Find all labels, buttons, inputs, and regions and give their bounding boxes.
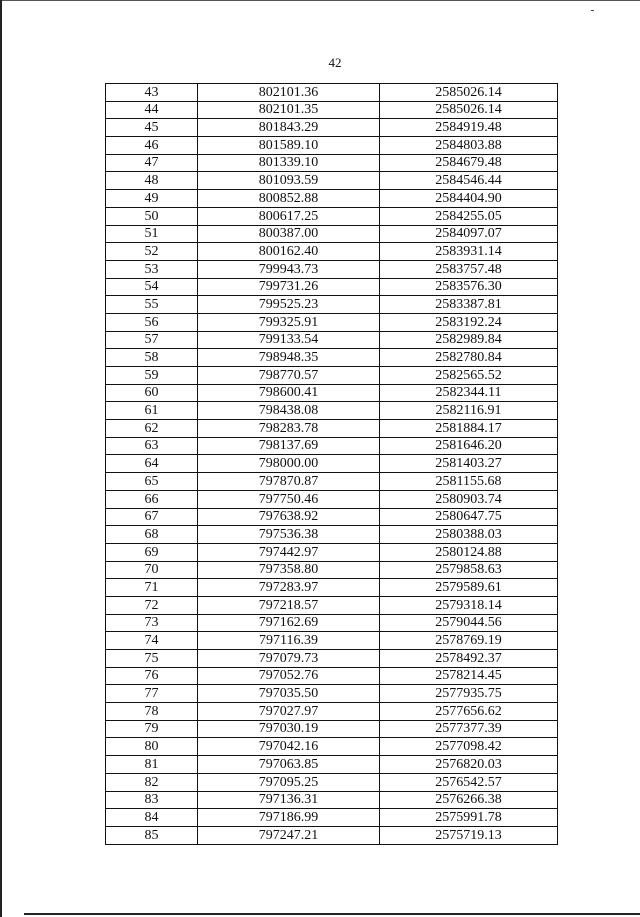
- y-coordinate-cell: 2584404.90: [380, 190, 558, 208]
- x-coordinate-cell: 797247.21: [198, 826, 380, 844]
- point-number-cell: 49: [106, 190, 198, 208]
- x-coordinate-cell: 797870.87: [198, 473, 380, 491]
- point-number-cell: 71: [106, 579, 198, 597]
- y-coordinate-cell: 2584546.44: [380, 172, 558, 190]
- table-row: [106, 260, 558, 278]
- y-coordinate-cell: 2579318.14: [380, 596, 558, 614]
- table-row: [106, 473, 558, 491]
- table-row: [106, 278, 558, 296]
- coordinates-table-body: [106, 84, 558, 845]
- x-coordinate-cell: 798600.41: [198, 384, 380, 402]
- table-row: [106, 773, 558, 791]
- table-row: [106, 437, 558, 455]
- x-coordinate-cell: 797162.69: [198, 614, 380, 632]
- x-coordinate-cell: 797042.16: [198, 738, 380, 756]
- y-coordinate-cell: 2576266.38: [380, 791, 558, 809]
- x-coordinate-cell: 801339.10: [198, 154, 380, 172]
- x-coordinate-cell: 800852.88: [198, 190, 380, 208]
- y-coordinate-cell: 2576542.57: [380, 773, 558, 791]
- y-coordinate-cell: 2583387.81: [380, 296, 558, 314]
- table-row: [106, 402, 558, 420]
- x-coordinate-cell: 801843.29: [198, 119, 380, 137]
- table-row: [106, 349, 558, 367]
- point-number-cell: 84: [106, 809, 198, 827]
- table-row: [106, 614, 558, 632]
- x-coordinate-cell: 797750.46: [198, 490, 380, 508]
- point-number-cell: 59: [106, 367, 198, 385]
- point-number-cell: 76: [106, 667, 198, 685]
- x-coordinate-cell: 797052.76: [198, 667, 380, 685]
- table-row: [106, 703, 558, 721]
- point-number-cell: 51: [106, 225, 198, 243]
- y-coordinate-cell: 2583576.30: [380, 278, 558, 296]
- x-coordinate-cell: 797079.73: [198, 650, 380, 668]
- y-coordinate-cell: 2577098.42: [380, 738, 558, 756]
- table-row: [106, 101, 558, 119]
- point-number-cell: 74: [106, 632, 198, 650]
- point-number-cell: 82: [106, 773, 198, 791]
- table-row: [106, 596, 558, 614]
- x-coordinate-cell: 798948.35: [198, 349, 380, 367]
- table-row: [106, 632, 558, 650]
- x-coordinate-cell: 799133.54: [198, 331, 380, 349]
- y-coordinate-cell: 2576820.03: [380, 756, 558, 774]
- x-coordinate-cell: 797063.85: [198, 756, 380, 774]
- y-coordinate-cell: 2584679.48: [380, 154, 558, 172]
- y-coordinate-cell: 2582344.11: [380, 384, 558, 402]
- coordinates-table: [105, 83, 558, 845]
- table-row: [106, 490, 558, 508]
- y-coordinate-cell: 2580903.74: [380, 490, 558, 508]
- table-row: [106, 791, 558, 809]
- y-coordinate-cell: 2582989.84: [380, 331, 558, 349]
- y-coordinate-cell: 2577377.39: [380, 720, 558, 738]
- point-number-cell: 62: [106, 420, 198, 438]
- point-number-cell: 50: [106, 207, 198, 225]
- y-coordinate-cell: 2579589.61: [380, 579, 558, 597]
- point-number-cell: 63: [106, 437, 198, 455]
- page-edge-left: [0, 0, 2, 917]
- x-coordinate-cell: 797638.92: [198, 508, 380, 526]
- y-coordinate-cell: 2579044.56: [380, 614, 558, 632]
- point-number-cell: 77: [106, 685, 198, 703]
- point-number-cell: 65: [106, 473, 198, 491]
- table-row: [106, 526, 558, 544]
- x-coordinate-cell: 798000.00: [198, 455, 380, 473]
- point-number-cell: 80: [106, 738, 198, 756]
- x-coordinate-cell: 799325.91: [198, 313, 380, 331]
- point-number-cell: 60: [106, 384, 198, 402]
- x-coordinate-cell: 799943.73: [198, 260, 380, 278]
- point-number-cell: 81: [106, 756, 198, 774]
- y-coordinate-cell: 2582116.91: [380, 402, 558, 420]
- point-number-cell: 58: [106, 349, 198, 367]
- table-row: [106, 561, 558, 579]
- point-number-cell: 56: [106, 313, 198, 331]
- y-coordinate-cell: 2583757.48: [380, 260, 558, 278]
- x-coordinate-cell: 797283.97: [198, 579, 380, 597]
- point-number-cell: 79: [106, 720, 198, 738]
- point-number-cell: 54: [106, 278, 198, 296]
- y-coordinate-cell: 2578214.45: [380, 667, 558, 685]
- x-coordinate-cell: 802101.35: [198, 101, 380, 119]
- x-coordinate-cell: 797030.19: [198, 720, 380, 738]
- point-number-cell: 69: [106, 543, 198, 561]
- y-coordinate-cell: 2581646.20: [380, 437, 558, 455]
- point-number-cell: 75: [106, 650, 198, 668]
- table-row: [106, 190, 558, 208]
- y-coordinate-cell: 2579858.63: [380, 561, 558, 579]
- table-row: [106, 667, 558, 685]
- x-coordinate-cell: 798438.08: [198, 402, 380, 420]
- x-coordinate-cell: 800162.40: [198, 243, 380, 261]
- point-number-cell: 83: [106, 791, 198, 809]
- point-number-cell: 46: [106, 137, 198, 155]
- table-row: [106, 508, 558, 526]
- x-coordinate-cell: 801093.59: [198, 172, 380, 190]
- table-row: [106, 296, 558, 314]
- y-coordinate-cell: 2584097.07: [380, 225, 558, 243]
- y-coordinate-cell: 2585026.14: [380, 84, 558, 102]
- table-row: [106, 579, 558, 597]
- x-coordinate-cell: 798283.78: [198, 420, 380, 438]
- y-coordinate-cell: 2585026.14: [380, 101, 558, 119]
- x-coordinate-cell: 797095.25: [198, 773, 380, 791]
- x-coordinate-cell: 797136.31: [198, 791, 380, 809]
- table-row: [106, 313, 558, 331]
- x-coordinate-cell: 797186.99: [198, 809, 380, 827]
- point-number-cell: 48: [106, 172, 198, 190]
- table-row: [106, 172, 558, 190]
- table-row: [106, 738, 558, 756]
- table-row: [106, 756, 558, 774]
- scan-speck: [591, 10, 594, 11]
- page-edge-top: [0, 0, 640, 1]
- point-number-cell: 78: [106, 703, 198, 721]
- page-number: 42: [328, 55, 342, 70]
- table-row: [106, 826, 558, 844]
- table-row: [106, 225, 558, 243]
- table-row: [106, 650, 558, 668]
- point-number-cell: 68: [106, 526, 198, 544]
- x-coordinate-cell: 798770.57: [198, 367, 380, 385]
- y-coordinate-cell: 2575719.13: [380, 826, 558, 844]
- table-row: [106, 84, 558, 102]
- point-number-cell: 72: [106, 596, 198, 614]
- table-row: [106, 137, 558, 155]
- x-coordinate-cell: 799731.26: [198, 278, 380, 296]
- y-coordinate-cell: 2577935.75: [380, 685, 558, 703]
- point-number-cell: 45: [106, 119, 198, 137]
- y-coordinate-cell: 2581155.68: [380, 473, 558, 491]
- table-row: [106, 384, 558, 402]
- y-coordinate-cell: 2584919.48: [380, 119, 558, 137]
- x-coordinate-cell: 797218.57: [198, 596, 380, 614]
- point-number-cell: 85: [106, 826, 198, 844]
- table-row: [106, 809, 558, 827]
- table-row: [106, 543, 558, 561]
- y-coordinate-cell: 2580647.75: [380, 508, 558, 526]
- table-row: [106, 720, 558, 738]
- x-coordinate-cell: 797035.50: [198, 685, 380, 703]
- x-coordinate-cell: 800617.25: [198, 207, 380, 225]
- x-coordinate-cell: 797116.39: [198, 632, 380, 650]
- table-row: [106, 119, 558, 137]
- table-row: [106, 455, 558, 473]
- page-edge-bottom: [24, 913, 640, 915]
- y-coordinate-cell: 2581884.17: [380, 420, 558, 438]
- y-coordinate-cell: 2584803.88: [380, 137, 558, 155]
- table-row: [106, 207, 558, 225]
- point-number-cell: 64: [106, 455, 198, 473]
- x-coordinate-cell: 797027.97: [198, 703, 380, 721]
- point-number-cell: 53: [106, 260, 198, 278]
- table-row: [106, 331, 558, 349]
- point-number-cell: 66: [106, 490, 198, 508]
- y-coordinate-cell: 2580124.88: [380, 543, 558, 561]
- table-row: [106, 367, 558, 385]
- point-number-cell: 73: [106, 614, 198, 632]
- y-coordinate-cell: 2582565.52: [380, 367, 558, 385]
- y-coordinate-cell: 2581403.27: [380, 455, 558, 473]
- y-coordinate-cell: 2578769.19: [380, 632, 558, 650]
- y-coordinate-cell: 2582780.84: [380, 349, 558, 367]
- point-number-cell: 67: [106, 508, 198, 526]
- x-coordinate-cell: 797442.97: [198, 543, 380, 561]
- y-coordinate-cell: 2583931.14: [380, 243, 558, 261]
- point-number-cell: 43: [106, 84, 198, 102]
- point-number-cell: 52: [106, 243, 198, 261]
- y-coordinate-cell: 2578492.37: [380, 650, 558, 668]
- point-number-cell: 57: [106, 331, 198, 349]
- point-number-cell: 55: [106, 296, 198, 314]
- table-row: [106, 685, 558, 703]
- y-coordinate-cell: 2584255.05: [380, 207, 558, 225]
- table-row: [106, 420, 558, 438]
- x-coordinate-cell: 800387.00: [198, 225, 380, 243]
- y-coordinate-cell: 2575991.78: [380, 809, 558, 827]
- x-coordinate-cell: 797358.80: [198, 561, 380, 579]
- x-coordinate-cell: 797536.38: [198, 526, 380, 544]
- point-number-cell: 70: [106, 561, 198, 579]
- point-number-cell: 61: [106, 402, 198, 420]
- y-coordinate-cell: 2580388.03: [380, 526, 558, 544]
- table-row: [106, 243, 558, 261]
- x-coordinate-cell: 801589.10: [198, 137, 380, 155]
- y-coordinate-cell: 2577656.62: [380, 703, 558, 721]
- table-row: [106, 154, 558, 172]
- y-coordinate-cell: 2583192.24: [380, 313, 558, 331]
- point-number-cell: 44: [106, 101, 198, 119]
- point-number-cell: 47: [106, 154, 198, 172]
- x-coordinate-cell: 798137.69: [198, 437, 380, 455]
- x-coordinate-cell: 799525.23: [198, 296, 380, 314]
- x-coordinate-cell: 802101.36: [198, 84, 380, 102]
